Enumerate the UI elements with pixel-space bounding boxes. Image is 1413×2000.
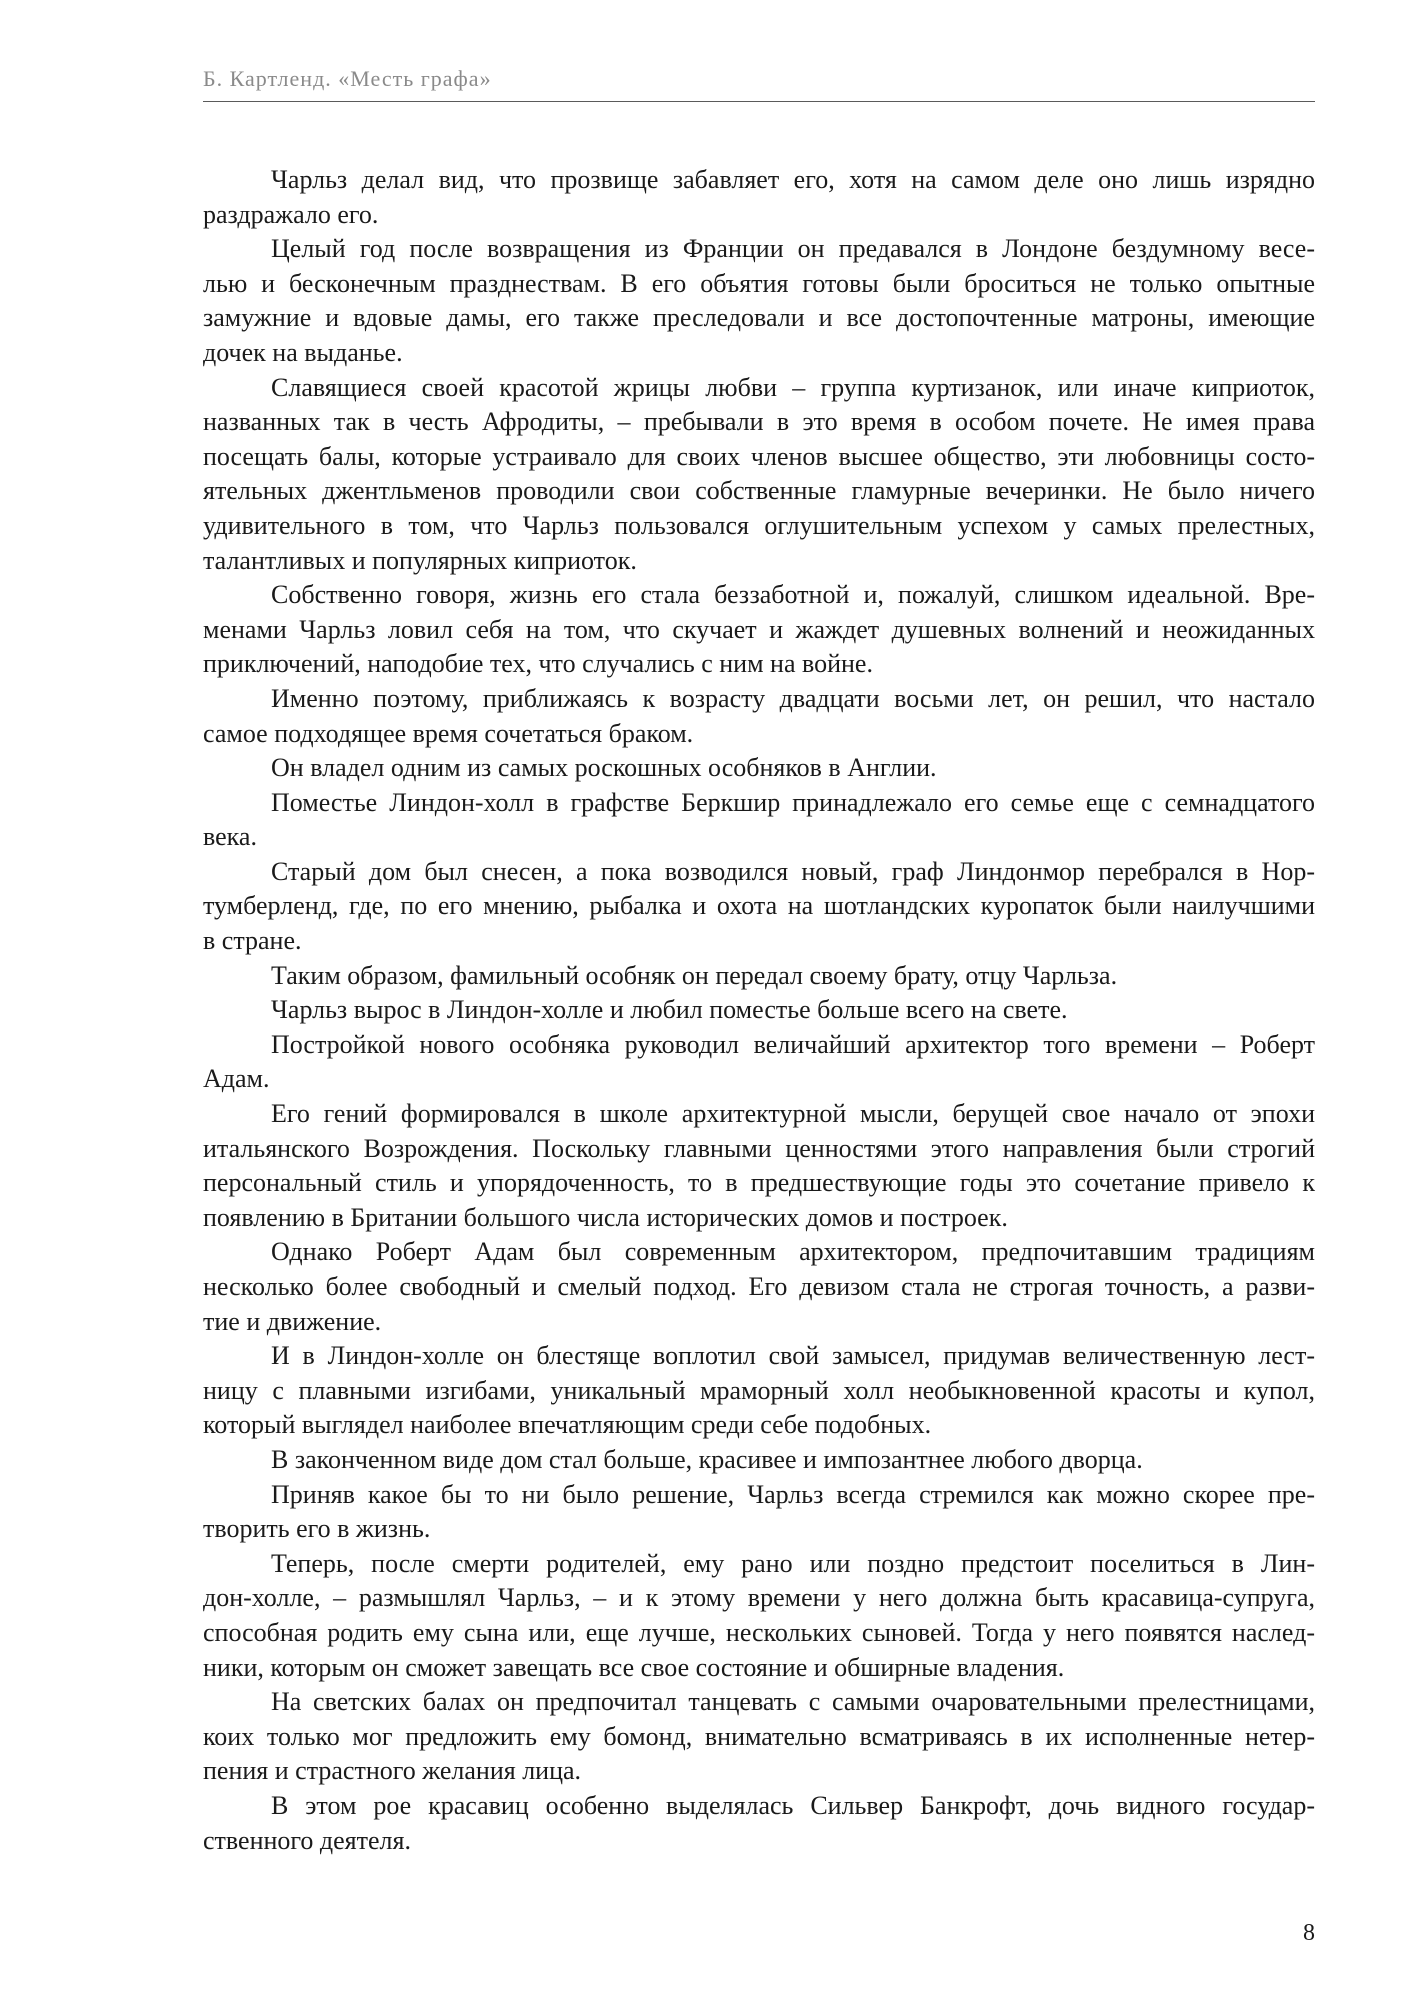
text-line: который выглядел наиболее впечатляющим среди себе подобных. [203,1410,932,1440]
text-line: ятельных джентльменов проводили свои собственные гламурные вечеринки. Не было ничего [203,476,1315,506]
text-line: способная родить ему сына или, еще лучше, нескольких сыновей. Тогда у него появятся наслед- [203,1617,1315,1647]
text-line: ственного деятеля. [203,1825,411,1855]
text-line: Славящиеся своей красотой жрицы любви – группа куртизанок, или иначе киприоток, [271,372,1315,402]
text-line: Чарльз вырос в Линдон-холле и любил поместье больше всего на свете. [271,995,1068,1025]
text-line: тумберленд, где, по его мнению, рыбалка и охота на шотландских куропаток были наилучшими [203,891,1315,921]
running-head: Б. Картленд. «Месть графа» [203,66,492,91]
text-line: Чарльз делал вид, что прозвище забавляет его, хотя на самом деле оно лишь изрядно [271,165,1315,194]
text-line: Приняв какое бы то ни было решение, Чарльз всегда стремился как можно скорее пре- [271,1479,1315,1509]
text-line: Теперь, после смерти родителей, ему рано или поздно предстоит поселиться в Лин- [271,1548,1315,1578]
text-line: талантливых и популярных киприоток. [203,545,637,575]
text-line: лью и бесконечным празднествам. В его объятия готовы были броситься не только опытные [203,268,1315,298]
text-line: Постройкой нового особняка руководил величайший архитектор того времени – Роберт [271,1029,1315,1059]
text-line: Таким образом, фамильный особняк он передал своему брату, отцу Чарльза. [271,960,1118,990]
text-line: персональный стиль и упорядоченность, то в предшествующие годы это сочетание привело к [203,1168,1315,1198]
text-line: И в Линдон-холле он блестяще воплотил свой замысел, придумав величественную лест- [271,1341,1315,1371]
text-line: приключений, наподобие тех, что случались с ним на войне. [203,649,873,679]
text-line: В законченном виде дом стал больше, красивее и импозантнее любого дворца. [271,1444,1143,1474]
text-line: Он владел одним из самых роскошных особняков в Англии. [271,753,937,783]
text-line: появлению в Британии большого числа исторических домов и построек. [203,1202,1008,1232]
text-line: посещать балы, которые устраивало для своих членов высшее общество, эти любовницы состо- [203,441,1315,471]
text-line: Его гений формировался в школе архитектурной мысли, берущей свое начало от эпохи [271,1099,1315,1129]
text-line: Целый год после возвращения из Франции он предавался в Лондоне бездумному весе- [271,234,1315,264]
text-line: самое подходящее время сочетаться браком. [203,718,694,748]
text-line: дон-холле, – размышлял Чарльз, – и к этому времени у него должна быть красавица-супруга, [203,1583,1315,1613]
text-line: несколько более свободный и смелый подход. Его девизом стала не строгая точность, а разви- [203,1272,1315,1301]
text-line: Адам. [203,1064,270,1094]
text-line: Поместье Линдон-холл в графстве Беркшир принадлежало его семье еще с семнадцатого [271,787,1315,817]
text-line: удивительного в том, что Чарльз пользовался оглушительным успехом у самых прелестных, [203,510,1315,540]
text-line: Старый дом был снесен, а пока возводился новый, граф Линдонмор перебрался в Нор- [271,856,1315,886]
text-line: В этом рое красавиц особенно выделялась Сильвер Банкрофт, дочь видного государ- [271,1790,1315,1820]
text-line: в стране. [203,926,302,956]
header-rule [203,101,1315,102]
text-line: На светских балах он предпочитал танцевать с самыми очаровательными прелестницами, [271,1687,1315,1717]
text-line: названных так в честь Афродиты, – пребывали в это время в особом почете. Не имея права [203,407,1315,437]
text-line: Именно поэтому, приближаясь к возрасту двадцати восьми лет, он решил, что настало [271,683,1315,713]
text-line: ницу с плавными изгибами, уникальный мраморный холл необыкновенной красоты и купол, [203,1375,1315,1405]
text-line: Однако Роберт Адам был современным архитектором, предпочитавшим традициям [271,1237,1315,1267]
text-line: раздражало его. [203,199,379,229]
text-line: итальянского Возрождения. Поскольку главными ценностями этого направления были строгий [203,1133,1315,1163]
text-line: Собственно говоря, жизнь его стала беззаботной и, пожалуй, слишком идеальной. Вре- [271,580,1315,610]
text-line: замужние и вдовые дамы, его также преследовали и все достопочтенные матроны, имеющие [203,303,1315,333]
text-line: дочек на выданье. [203,337,403,367]
body-text [203,163,1315,1858]
text-line: века. [203,822,257,852]
text-line: ники, которым он сможет завещать все свое состояние и обширные владения. [203,1652,1065,1682]
text-line: коих только мог предложить ему бомонд, внимательно всматриваясь в их исполненные нетер- [203,1721,1315,1751]
text-line: менами Чарльз ловил себя на том, что скучает и жаждет душевных волнений и неожиданных [203,614,1315,644]
text-line: пения и страстного желания лица. [203,1756,582,1786]
text-line: творить его в жизнь. [203,1514,431,1544]
text-line: тие и движение. [203,1306,382,1336]
page-number: 8 [1303,1920,1315,1946]
